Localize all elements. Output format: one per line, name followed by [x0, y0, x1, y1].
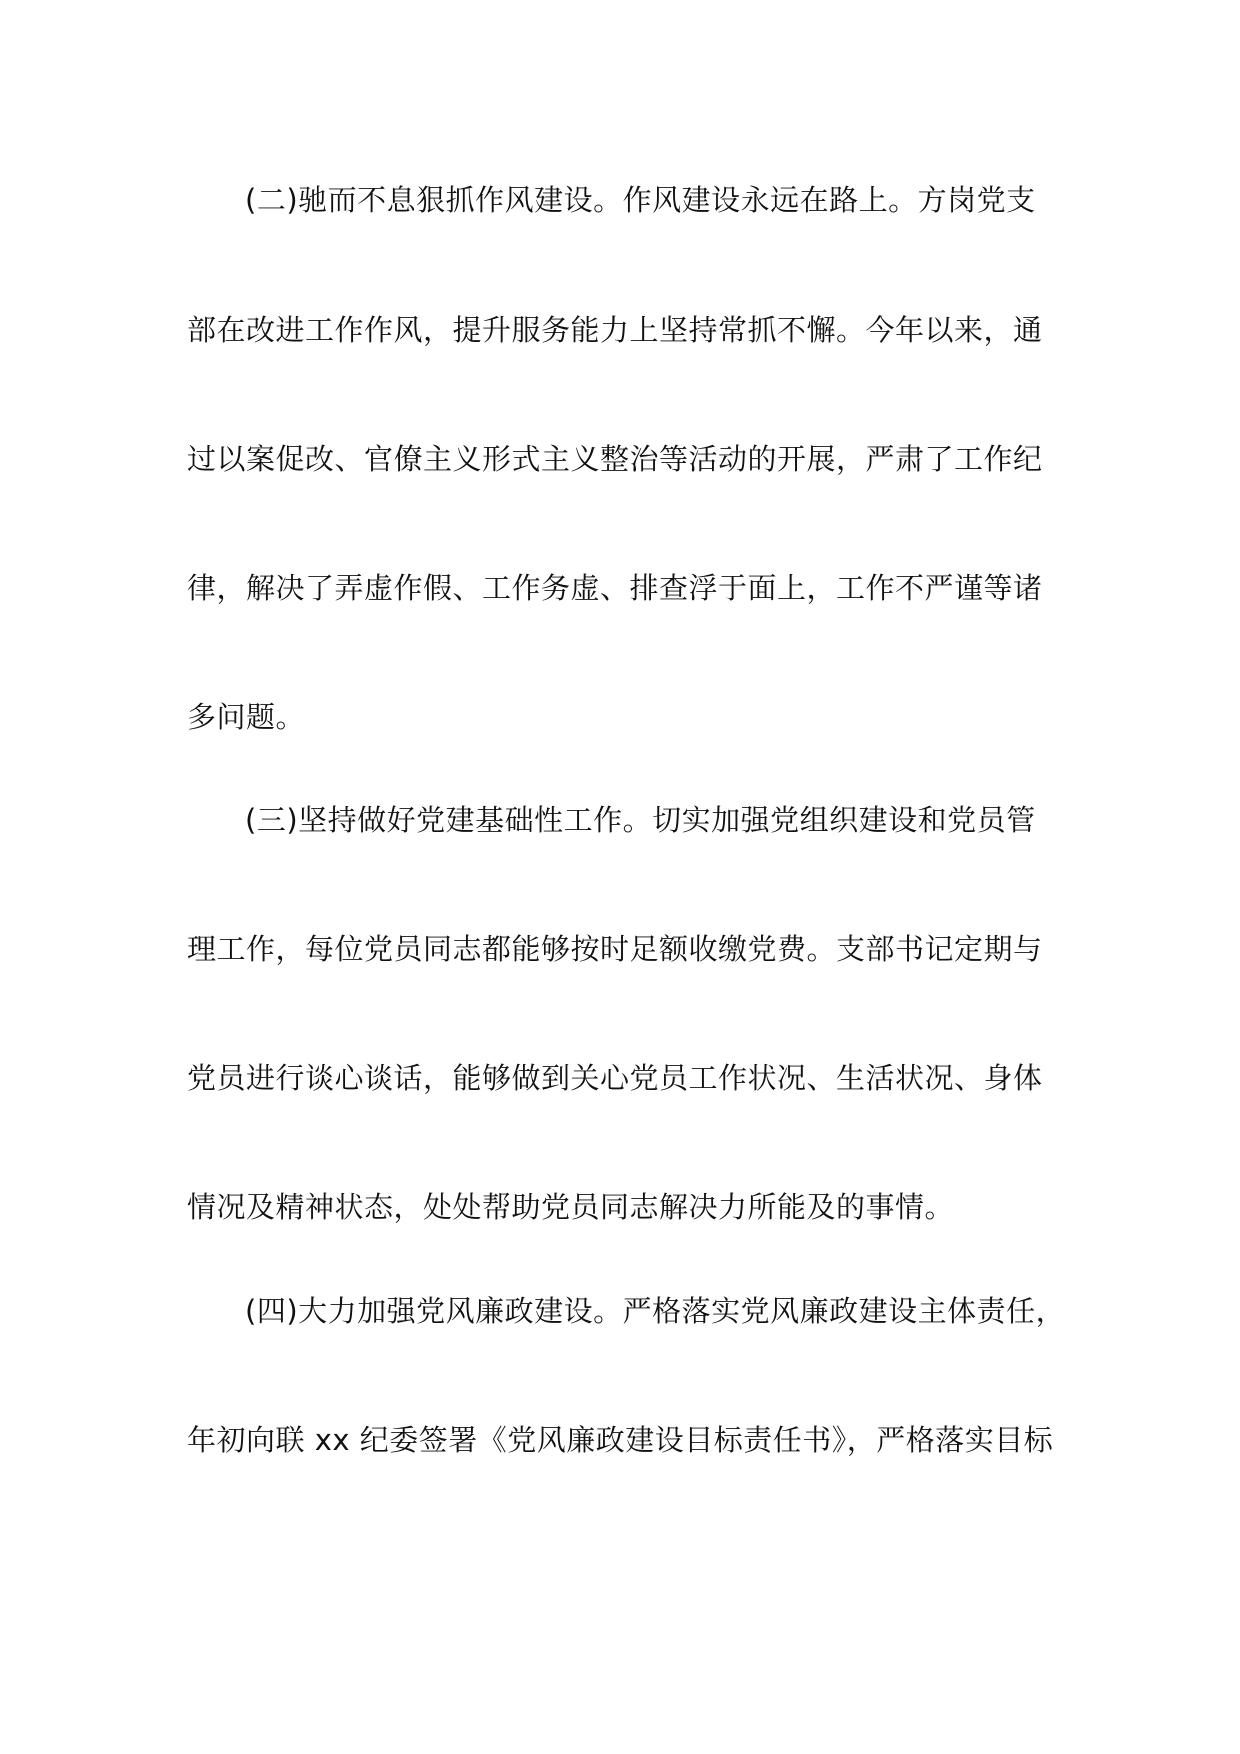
paragraph-3-line-1: (三)坚持做好党建基础性工作。切实加强党组织建设和党员管 — [245, 803, 1036, 837]
paragraph-2-line-3: 过以案促改、官僚主义形式主义整治等活动的开展，严肃了工作纪 — [187, 442, 1043, 476]
paragraph-2-line-5: 多问题。 — [187, 700, 306, 734]
paragraph-4-line-1: (四)大力加强党风廉政建设。严格落实党风廉政建设主体责任， — [245, 1294, 1066, 1328]
paragraph-3-line-3: 党员进行谈心谈话，能够做到关心党员工作状况、生活状况、身体 — [187, 1061, 1043, 1095]
paragraph-2-line-2: 部在改进工作作风，提升服务能力上坚持常抓不懈。今年以来，通 — [187, 313, 1043, 347]
paragraph-4-line-2: 年初向联 xx 纪委签署《党风廉政建设目标责任书》，严格落实目标 — [187, 1423, 1054, 1457]
paragraph-2-line-4: 律，解决了弄虚作假、工作务虚、排查浮于面上，工作不严谨等诸 — [187, 571, 1043, 605]
paragraph-2-line-1: (二)驰而不息狠抓作风建设。作风建设永远在路上。方岗党支 — [245, 183, 1036, 217]
paragraph-3-line-4: 情况及精神状态，处处帮助党员同志解决力所能及的事情。 — [187, 1190, 955, 1224]
paragraph-3-line-2: 理工作，每位党员同志都能够按时足额收缴党费。支部书记定期与 — [187, 932, 1043, 966]
